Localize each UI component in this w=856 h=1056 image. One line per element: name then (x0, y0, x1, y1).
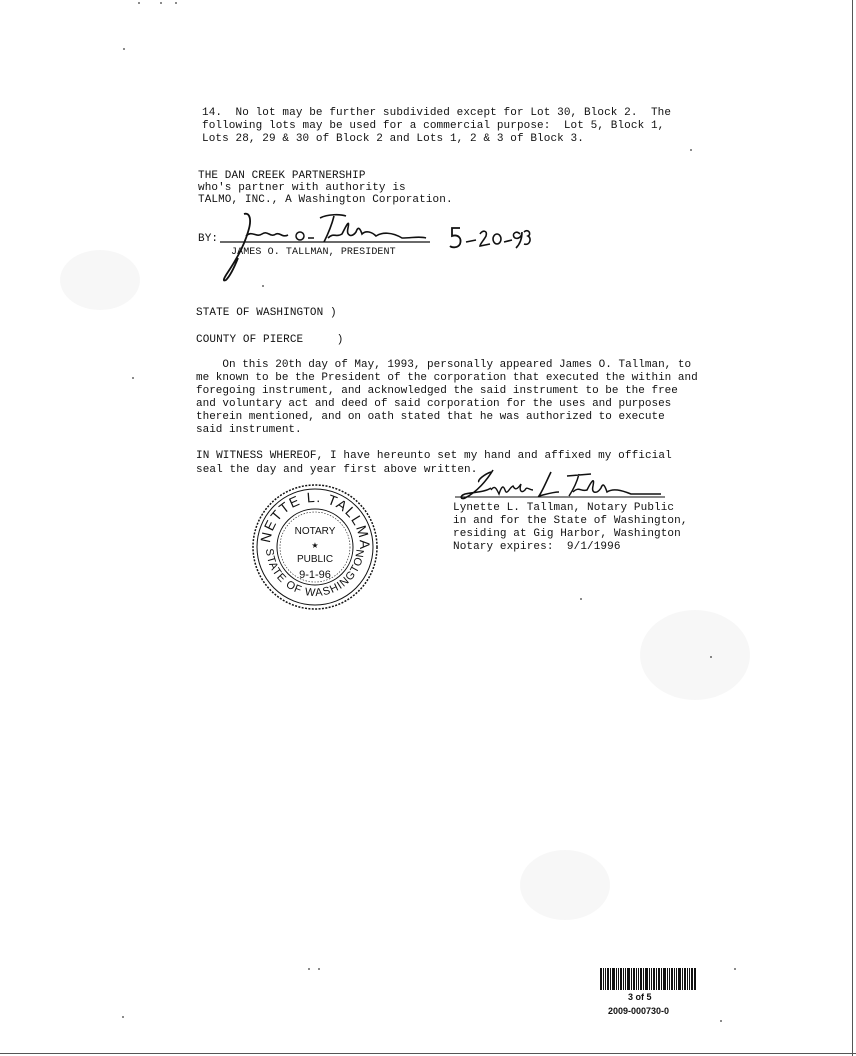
seal-notary-text: NOTARY (294, 526, 336, 537)
seal-star-icon: ★ (311, 541, 319, 550)
notary-line-3: residing at Gig Harbor, Washington (453, 528, 681, 540)
clause-14-line-3: Lots 28, 29 & 30 of Block 2 and Lots 1, 2 & 3 of Block 3. (202, 133, 584, 145)
scan-speck (160, 2, 162, 4)
partnership-name: THE DAN CREEK PARTNERSHIP (198, 170, 366, 182)
notary-seal-graphic (250, 482, 380, 612)
signer-name: JAMES O. TALLMAN, PRESIDENT (231, 247, 396, 258)
scan-smudge (60, 250, 140, 310)
notary-line-1: Lynette L. Tallman, Notary Public (453, 502, 675, 514)
scan-speck (580, 598, 582, 600)
seal-public-text: PUBLIC (296, 554, 334, 565)
scan-speck (138, 2, 140, 4)
scan-speck (123, 48, 125, 50)
venue-county: COUNTY OF PIERCE ) (196, 334, 344, 346)
acknowledgment-line-1: On this 20th day of May, 1993, personally appeared James O. Tallman, to (196, 359, 692, 371)
notary-seal-stamp (250, 482, 380, 612)
document-number: 2009-000730-0 (608, 1006, 670, 1016)
by-label: BY: (198, 233, 219, 245)
acknowledgment-line-3: foregoing instrument, and acknowledged the said instrument to be the free (196, 385, 678, 397)
acknowledgment-line-5: therein mentioned, and on oath stated that he was authorized to execute (196, 411, 665, 423)
notary-signature (455, 468, 670, 502)
acknowledgment-line-4: and voluntary act and deed of said corporation for the uses and purposes (196, 398, 672, 410)
scan-speck (308, 968, 310, 970)
seal-bottom-text: STATE OF WASHINGTON (262, 547, 368, 600)
seal-top-text: NETTE L. TALLMA (257, 488, 374, 551)
scan-speck (122, 1016, 124, 1018)
clause-14-line-1: 14. No lot may be further subdivided except for Lot 30, Block 2. The (202, 107, 672, 119)
partnership-line-3: TALMO, INC., A Washington Corporation. (198, 194, 453, 206)
handwritten-date (448, 224, 532, 252)
notary-line-2: in and for the State of Washington, (453, 515, 688, 527)
seal-expiry-date: 9-1-96 (299, 569, 331, 581)
recording-barcode (600, 968, 696, 990)
notary-line-4: Notary expires: 9/1/1996 (453, 541, 621, 553)
page-indicator: 3 of 5 (628, 992, 652, 1002)
scan-smudge (520, 850, 610, 920)
scan-speck (734, 968, 736, 970)
clause-14-line-2: following lots may be used for a commercial purpose: Lot 5, Block 1, (202, 120, 665, 132)
partnership-line-2: who's partner with authority is (198, 182, 406, 194)
scan-border-bottom (0, 1053, 856, 1054)
scan-speck (132, 377, 134, 379)
venue-state: STATE OF WASHINGTON ) (196, 307, 337, 319)
witness-line-1: IN WITNESS WHEREOF, I have hereunto set my hand and affixed my official (196, 450, 672, 462)
acknowledgment-line-2: me known to be the President of the corporation that executed the within and (196, 372, 698, 384)
scan-speck (690, 149, 692, 151)
scan-speck (318, 968, 320, 970)
scan-border-right (852, 0, 853, 1056)
scan-speck (720, 1020, 722, 1022)
witness-line-2: seal the day and year first above written. (196, 464, 478, 476)
scan-speck (175, 2, 177, 4)
acknowledgment-line-6: said instrument. (196, 424, 302, 436)
scan-smudge (640, 610, 750, 700)
